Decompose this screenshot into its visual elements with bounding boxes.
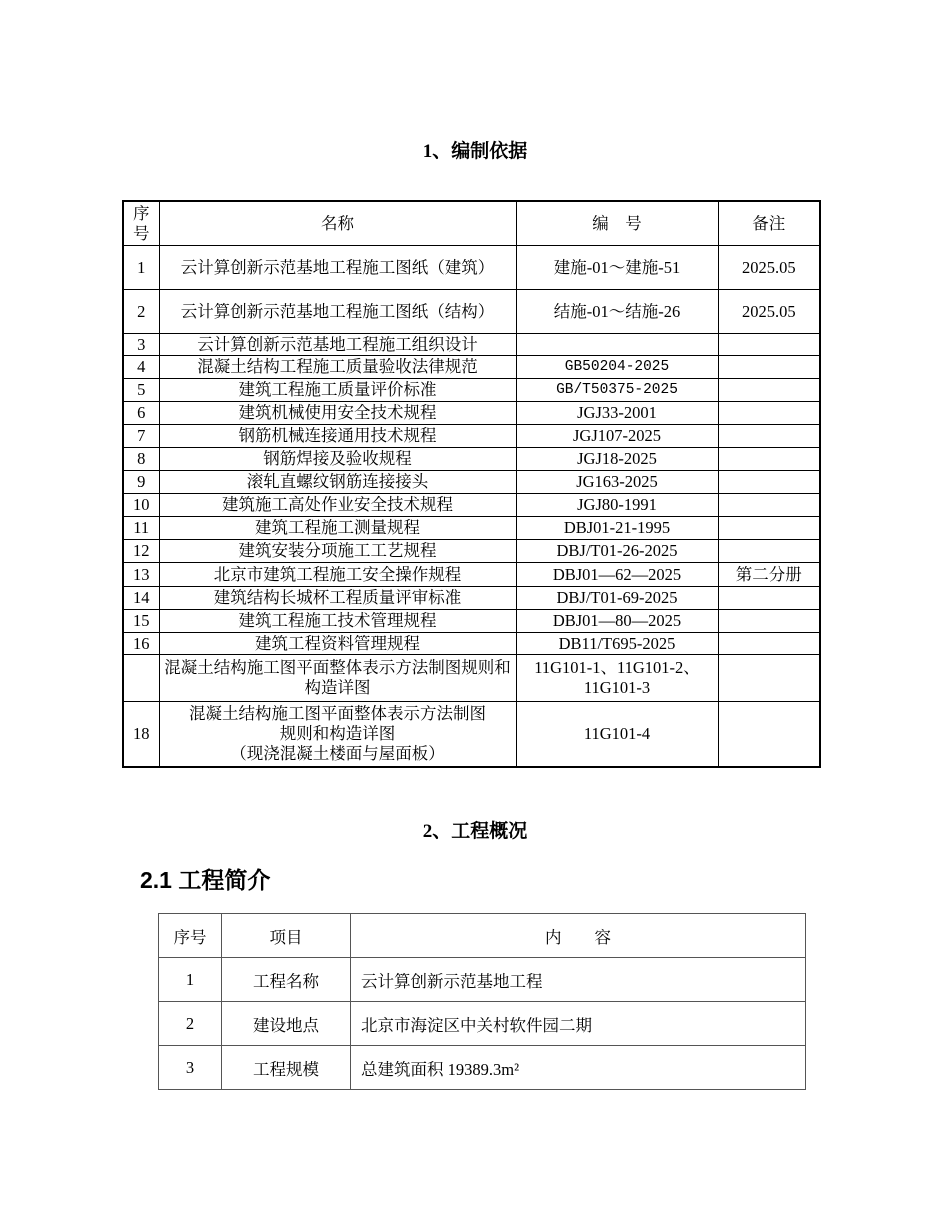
row-remark: 2025.05 [718, 290, 820, 334]
row-no: 10 [123, 494, 159, 517]
row-name [159, 702, 516, 767]
row-no: 4 [123, 356, 159, 379]
section-2-title: 2、工程概况 [422, 821, 528, 842]
table-row [123, 471, 820, 494]
basis-table-header [123, 201, 820, 246]
row-content: 云计算创新示范基地工程 [351, 958, 806, 1002]
row-item: 工程规模 [222, 1046, 351, 1090]
row-name: 建筑机械使用安全技术规程 [159, 402, 516, 425]
row-no [123, 655, 159, 702]
table-row [123, 563, 820, 587]
header-item: 项目 [222, 914, 351, 958]
row-remark [718, 655, 820, 702]
row-code: JGJ80-1991 [516, 494, 718, 517]
table-row [123, 517, 820, 540]
row-no: 14 [123, 587, 159, 610]
table-row [123, 587, 820, 610]
row-code: DBJ01-21-1995 [516, 517, 718, 540]
table-row [123, 356, 820, 379]
row-no: 5 [123, 379, 159, 402]
row-name: 混凝土结构工程施工质量验收法律规范 [159, 356, 516, 379]
row-no: 16 [123, 633, 159, 655]
row-no: 1 [159, 958, 222, 1002]
header-content: 内 容 [351, 914, 806, 958]
row-name: 建筑安装分项施工工艺规程 [159, 540, 516, 563]
row-remark [718, 425, 820, 448]
row-name: 建筑工程施工测量规程 [159, 517, 516, 540]
row-code: 结施-01～结施-26 [516, 290, 718, 334]
row-name: 建筑工程施工技术管理规程 [159, 610, 516, 633]
basis-table [122, 200, 821, 768]
table-row [123, 379, 820, 402]
table-row [123, 610, 820, 633]
row-no: 13 [123, 563, 159, 587]
row-item: 建设地点 [222, 1002, 351, 1046]
header-no: 序号 [159, 914, 222, 958]
row-no: 6 [123, 402, 159, 425]
row-name: 建筑工程资料管理规程 [159, 633, 516, 655]
row-name: 建筑结构长城杯工程质量评审标准 [159, 587, 516, 610]
table-row [123, 655, 820, 702]
row-name: 北京市建筑工程施工安全操作规程 [159, 563, 516, 587]
row-no: 7 [123, 425, 159, 448]
row-no: 12 [123, 540, 159, 563]
overview-table-header [159, 914, 806, 958]
row-remark [718, 448, 820, 471]
row-no: 11 [123, 517, 159, 540]
row-remark [718, 540, 820, 563]
table-row [123, 334, 820, 356]
row-no: 15 [123, 610, 159, 633]
row-name: 云计算创新示范基地工程施工图纸（结构） [159, 290, 516, 334]
row-remark [718, 402, 820, 425]
row-code: 11G101-4 [516, 702, 718, 767]
header-name: 名称 [159, 201, 516, 246]
row-remark: 2025.05 [718, 246, 820, 290]
row-remark [718, 471, 820, 494]
row-remark: 第二分册 [718, 563, 820, 587]
table-row [123, 448, 820, 471]
row-name: 滚轧直螺纹钢筋连接接头 [159, 471, 516, 494]
row-content: 北京市海淀区中关村软件园二期 [351, 1002, 806, 1046]
row-code: JGJ107-2025 [516, 425, 718, 448]
header-no: 序号 [123, 201, 159, 246]
row-code: JGJ18-2025 [516, 448, 718, 471]
row-remark [718, 517, 820, 540]
row-content: 总建筑面积 19389.3m² [351, 1046, 806, 1090]
table-row [123, 540, 820, 563]
row-code: DBJ01—80—2025 [516, 610, 718, 633]
row-code: DBJ01—62—2025 [516, 563, 718, 587]
row-no: 9 [123, 471, 159, 494]
table-row [159, 958, 806, 1002]
row-no: 18 [123, 702, 159, 767]
row-no: 3 [159, 1046, 222, 1090]
table-row [123, 633, 820, 655]
row-name-line: （现浇混凝土楼面与屋面板） [230, 743, 445, 763]
row-code [516, 334, 718, 356]
row-name-line: 混凝土结构施工图平面整体表示方法制图 [189, 703, 486, 723]
row-remark [718, 610, 820, 633]
overview-table [158, 913, 806, 1090]
row-remark [718, 587, 820, 610]
row-remark [718, 702, 820, 767]
table-row [123, 494, 820, 517]
row-code: GB50204-2025 [516, 356, 718, 379]
row-no: 2 [159, 1002, 222, 1046]
row-name-line: 规则和构造详图 [279, 723, 396, 743]
header-code: 编 号 [516, 201, 718, 246]
table-row [123, 702, 820, 767]
row-no: 1 [123, 246, 159, 290]
row-code: JG163-2025 [516, 471, 718, 494]
row-item: 工程名称 [222, 958, 351, 1002]
row-code: 11G101-1、11G101-2、11G101-3 [516, 655, 718, 702]
row-no: 8 [123, 448, 159, 471]
row-name: 钢筋焊接及验收规程 [159, 448, 516, 471]
row-remark [718, 379, 820, 402]
row-no: 3 [123, 334, 159, 356]
row-name: 钢筋机械连接通用技术规程 [159, 425, 516, 448]
section-1-title: 1、编制依据 [422, 141, 528, 162]
row-code: DBJ/T01-69-2025 [516, 587, 718, 610]
row-name: 云计算创新示范基地工程施工组织设计 [159, 334, 516, 356]
row-name: 混凝土结构施工图平面整体表示方法制图规则和构造详图 [159, 655, 516, 702]
row-remark [718, 334, 820, 356]
row-code: GB/T50375-2025 [516, 379, 718, 402]
row-code: DBJ/T01-26-2025 [516, 540, 718, 563]
row-remark [718, 356, 820, 379]
table-row [123, 402, 820, 425]
row-code: 建施-01～建施-51 [516, 246, 718, 290]
table-row [123, 425, 820, 448]
table-row [123, 246, 820, 290]
row-code: DB11/T695-2025 [516, 633, 718, 655]
row-name: 云计算创新示范基地工程施工图纸（建筑） [159, 246, 516, 290]
row-remark [718, 494, 820, 517]
table-row [123, 290, 820, 334]
section-2-1-title: 2.1 工程简介 [140, 867, 271, 893]
table-row [159, 1046, 806, 1090]
row-name: 建筑施工高处作业安全技术规程 [159, 494, 516, 517]
table-row [159, 1002, 806, 1046]
row-name: 建筑工程施工质量评价标准 [159, 379, 516, 402]
row-no: 2 [123, 290, 159, 334]
header-remark: 备注 [718, 201, 820, 246]
row-remark [718, 633, 820, 655]
row-code: JGJ33-2001 [516, 402, 718, 425]
